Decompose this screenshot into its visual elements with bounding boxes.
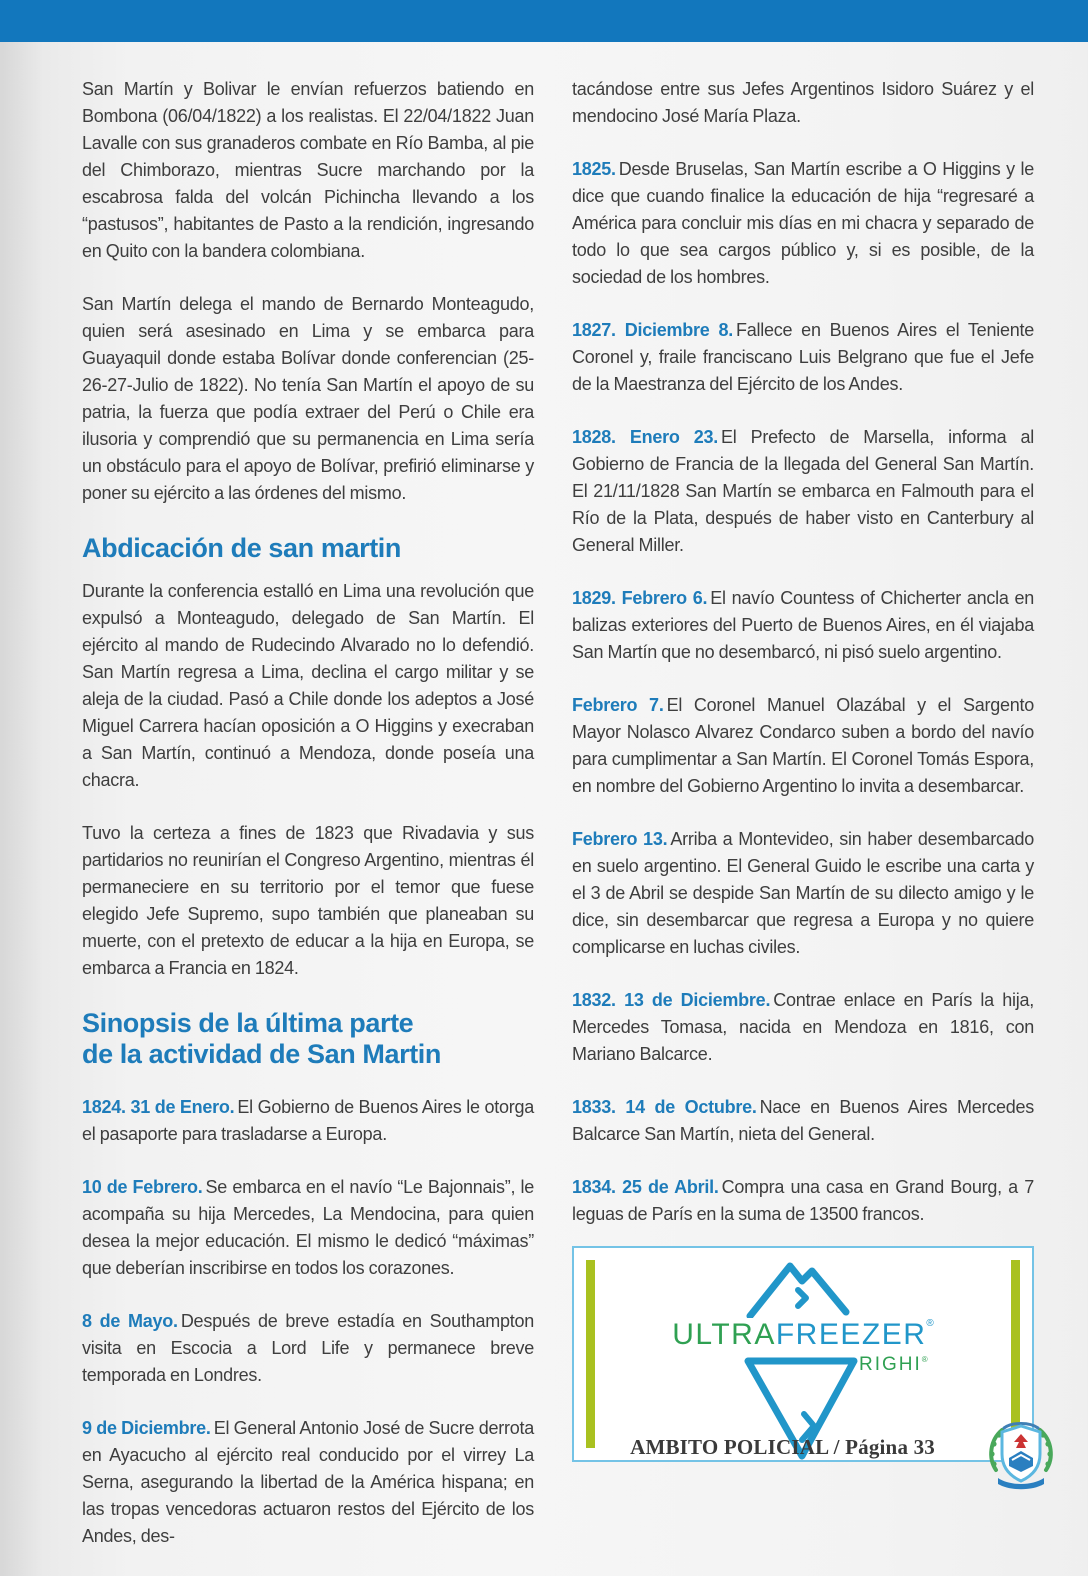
entry-date-label: 8 de Mayo. (82, 1311, 178, 1331)
ad-brand-text (574, 1318, 1032, 1352)
entry-date-label: 1832. 13 de Diciembre. (572, 990, 771, 1010)
police-crest-logo (982, 1418, 1060, 1490)
entry-text: El navío Countess of Chicherter ancla en balizas exteriores del Puerto de Buenos Aires, en él viajaba San Martín que no desembarcó, ni pisó suelo argentino. (572, 588, 1034, 662)
entry-text: Después de breve estadía en Southampton visita en Escocia a Lord Life y permanece breve temporada en Londres. (82, 1311, 534, 1385)
timeline-entry (572, 585, 1034, 666)
timeline-entry (82, 1415, 534, 1550)
timeline-entry (572, 317, 1034, 398)
timeline-entry (572, 826, 1034, 961)
top-blue-band (0, 0, 1088, 42)
paragraph: San Martín delega el mando de Bernardo Monteagudo, quien será asesinado en Lima y se embarca para Guayaquil donde estaba Bolívar donde conferencian (25-26-27-Julio de 1822). No tenía San Martín el apoyo de su patria, la fuerza que podía extraer del Perú o Chile era ilusoria y comprendió que su permanencia en Lima sería un obstáculo para el apoyo de Bolívar, prefirió eliminarse y poner su ejército a las órdenes del mismo. (82, 294, 534, 503)
paragraph: Tuvo la certeza a fines de 1823 que Rivadavia y sus partidarios no reunirían el Congreso Argentino, mientras él permaneciere en su territorio por el temor que fuese elegido Jefe Supremo, supo también que planeaban su muerte, con el pretexto de educar a la hija en Europa, se embarca a Francia en 1824. (82, 823, 534, 978)
entry-date-label: 1824. 31 de Enero. (82, 1097, 235, 1117)
entry-text: Se embarca en el navío “Le Bajonnais”, le acompaña su hija Mercedes, La Mendocina, para quien desea la mejor educación. El mismo le dedicó “máximas” que deberían inscribirse en todos los corazones. (82, 1177, 534, 1278)
left-column (82, 76, 534, 1576)
heading-line: Sinopsis de la última parte (82, 1008, 414, 1038)
entry-date-label: 9 de Diciembre. (82, 1418, 211, 1438)
paragraph-continuation: tacándose entre sus Jefes Argentinos Isidoro Suárez y el mendocino José María Plaza. (572, 79, 1034, 126)
entry-text: El General Antonio José de Sucre derrota en Ayacucho al ejército real conducido por el virrey La Serna, asegurando la libertad de la América hispana; en las tropas vencedoras actuaron restos del Ejército de los Andes, des- (82, 1418, 535, 1546)
page-footer-text: AMBITO POLICIAL / Página 33 (630, 1435, 935, 1459)
section-heading-abdicacion: Abdicación de san martin (82, 533, 401, 563)
entry-date-label: 1833. 14 de Octubre. (572, 1097, 757, 1117)
brand-freezer: FREEZER (775, 1318, 927, 1351)
entry-text: Fallece en Buenos Aires el Teniente Coronel y, fraile franciscano Luis Belgrano que fue el Jefe de la Maestranza del Ejército de los Andes. (572, 320, 1034, 394)
entry-text: El Prefecto de Marsella, informa al Gobierno de Francia de la llegada del General San Martín. El 21/11/1828 San Martín se embarca en Falmouth para el Río de la Plata, después de haber visto en Canterbury al General Miller. (572, 427, 1034, 555)
timeline-entry (572, 424, 1034, 559)
entry-date-label: Febrero 13. (572, 829, 668, 849)
entry-text: Compra una casa en Grand Bourg, a 7 leguas de París en la suma de 13500 francos. (572, 1177, 1034, 1224)
entry-date-label: 1829. Febrero 6. (572, 588, 708, 608)
heading-line: de la actividad de San Martin (82, 1039, 442, 1069)
registered-mark-icon: ® (921, 1355, 928, 1364)
ultrafreezer-logo (574, 1248, 1032, 1460)
timeline-entry (82, 1174, 534, 1282)
section-heading-sinopsis (82, 1008, 534, 1070)
entry-text: Contrae enlace en París la hija, Mercedes Tomasa, nacida en Mendoza en 1816, con Mariano Balcarce. (572, 990, 1034, 1064)
timeline-entry (572, 1094, 1034, 1148)
entry-date-label: 1825. (572, 159, 616, 179)
paragraph: San Martín y Bolivar le envían refuerzos batiendo en Bombona (06/04/1822) a los realistas. El 22/04/1822 Juan Lavalle con sus granaderos combate en Río Bamba, al pie del Chimborazo, mientras Sucre marchando por la escabrosa falda del volcán Pichincha llevando a los “pastusos”, habitantes de Pasto a la rendición, ingresando en Quito con la bandera colombiana. (82, 79, 534, 261)
entry-date-label: 1827. Diciembre 8. (572, 320, 733, 340)
entry-date-label: 1828. Enero 23. (572, 427, 718, 447)
registered-mark-icon: ® (926, 1318, 934, 1329)
timeline-entry (82, 1094, 534, 1148)
timeline-entry (572, 692, 1034, 800)
entry-text: Arriba a Montevideo, sin haber desembarcado en suelo argentino. El General Guido le escribe una carta y el 3 de Abril se despide San Martín de su dilecto amigo y le dice, sin desembarcar que regresa a Europa y no quiere complicarse en luchas civiles. (572, 829, 1034, 957)
entry-text: Nace en Buenos Aires Mercedes Balcarce San Martín, nieta del General. (572, 1097, 1034, 1144)
ultrafreezer-ad (572, 1246, 1034, 1462)
entry-date-label: 10 de Febrero. (82, 1177, 203, 1197)
timeline-entry (572, 156, 1034, 291)
paragraph: Durante la conferencia estalló en Lima una revolución que expulsó a Monteagudo, delegado de San Martín. El ejército al mando de Rudecindo Alvarado no lo defendió. San Martín regresa a Lima, declina el cargo militar y se aleja de la ciudad. Pasó a Chile donde los adeptos a José Miguel Carrera hacían oposición a O Higgins y execraban a San Martín, continuó a Mendoza, donde poseía una chacra. (82, 581, 534, 790)
entry-text: El Coronel Manuel Olazábal y el Sargento Mayor Nolasco Alvarez Condarco suben a bordo del navío para cumplimentar a San Martín. El Coronel Tomás Espora, en nombre del Gobierno Argentino lo invita a desembarcar. (572, 695, 1034, 796)
mountain-icon (746, 1260, 856, 1318)
entry-text: El Gobierno de Buenos Aires le otorga el pasaporte para trasladarse a Europa. (82, 1097, 534, 1144)
timeline-entry (82, 1308, 534, 1389)
timeline-entry (572, 987, 1034, 1068)
entry-text: Desde Bruselas, San Martín escribe a O Higgins y le dice que cuando finalice la educación de hija “regresaré a América para concluir mis días en mi chacra y separado de todo lo que sea cargos público y, si es posible, de la sociedad de los hombres. (572, 159, 1034, 287)
entry-date-label: 1834. 25 de Abril. (572, 1177, 719, 1197)
timeline-entry (572, 1174, 1034, 1228)
brand-ultra: ULTRA (672, 1318, 776, 1351)
page-content (82, 76, 1034, 1576)
ad-sub-brand (859, 1354, 928, 1376)
brand-righi: RIGHI (859, 1354, 922, 1375)
entry-date-label: Febrero 7. (572, 695, 664, 715)
right-column (572, 76, 1034, 1576)
